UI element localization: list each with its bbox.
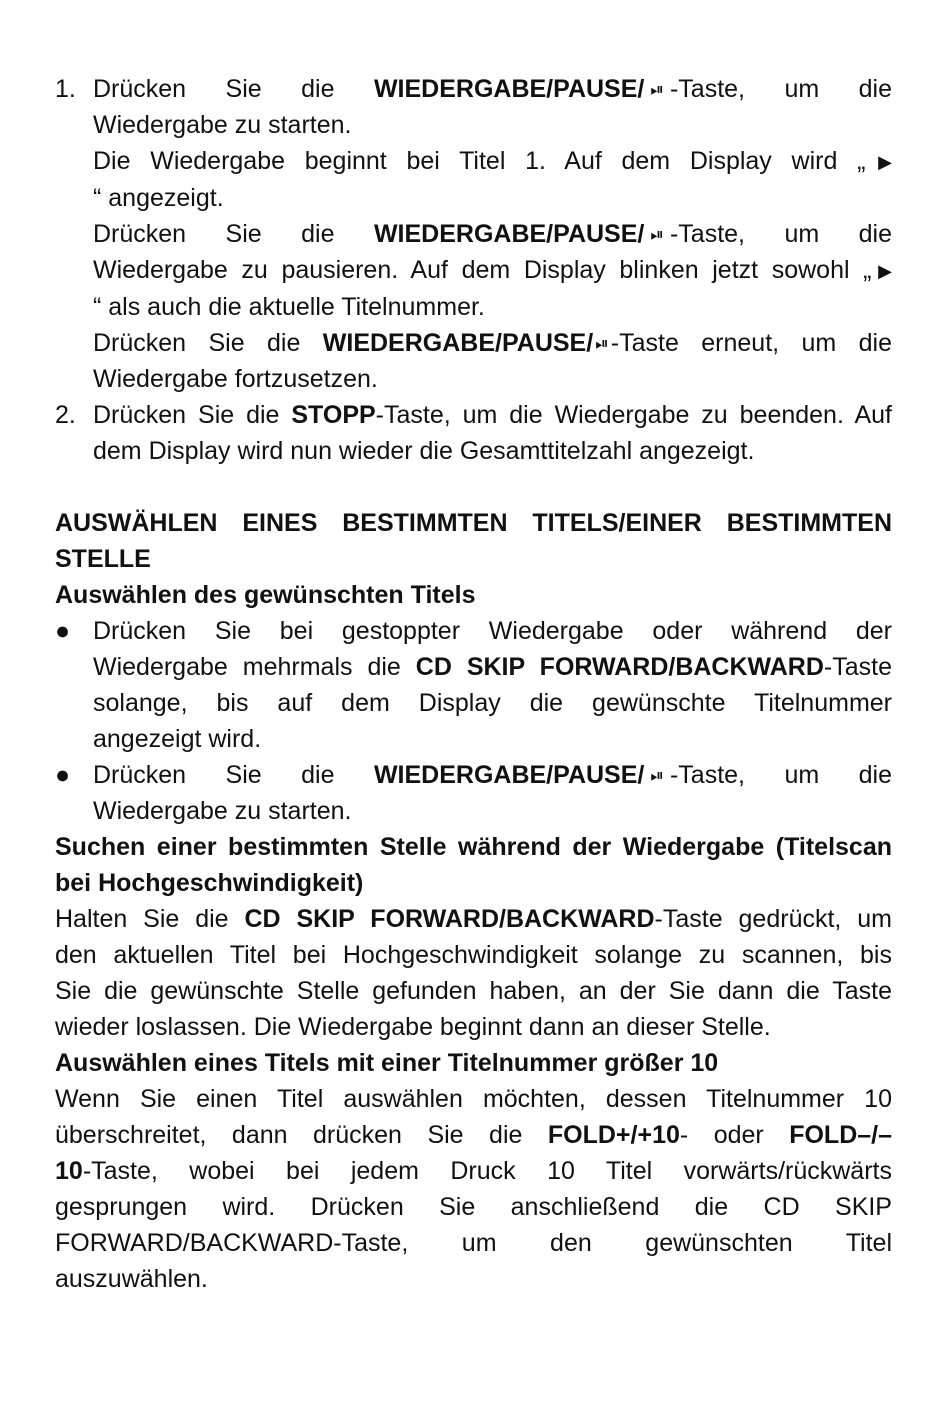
manual-page [55,71,892,1297]
text-line: Die Wiedergabe beginnt bei Titel 1. Auf dem Display wird „▶ [93,147,893,175]
text-line: wieder loslassen. Die Wiedergabe beginnt dann an dieser Stelle. [55,1013,771,1041]
play-triangle-icon: ▶ [871,261,892,281]
subheading-title-over-10: Auswählen eines Titels mit einer Titelnummer größer 10 [55,1049,719,1077]
subheading-search-position [55,829,892,901]
text-line: Drücken Sie die WIEDERGABE/PAUSE/ ⏯ -Taste, um die [93,75,892,103]
spacer [55,469,892,505]
subheading-line: bei Hochgeschwindigkeit) [55,869,364,897]
text-line: solange, bis auf dem Display die gewünschte Titelnummer [93,689,892,717]
text-line: Wenn Sie einen Titel auswählen möchten, dessen Titelnummer 10 [55,1085,892,1113]
text-line: Wiedergabe zu starten. [93,111,352,139]
subheading-line: Suchen einer bestimmten Stelle während der Wiedergabe (Titelscan [55,833,892,861]
text-line: “ angezeigt. [93,184,224,212]
text-line: den aktuellen Titel bei Hochgeschwindigkeit solange zu scannen, bis [55,941,892,969]
subheading-select-title: Auswählen des gewünschten Titels [55,581,476,609]
text-line: Wiedergabe zu pausieren. Auf dem Display blinken jetzt sowohl „▶ [93,256,892,284]
bullet-dot-icon: ● [55,761,71,789]
text-line: Drücken Sie die WIEDERGABE/PAUSE/ ⏯ -Taste, um die [93,220,892,248]
paragraph-search [55,901,892,1045]
text-line: 10-Taste, wobei bei jedem Druck 10 Titel vorwärts/rückwärts [55,1157,892,1185]
text-line: gesprungen wird. Drücken Sie anschließend die CD SKIP [55,1193,892,1221]
paragraph-over-10 [55,1081,892,1297]
play-triangle-icon: ▶ [865,152,893,172]
text-line: Wiedergabe fortzusetzen. [93,365,378,393]
text-line: auszuwählen. [55,1265,208,1293]
text-line: Wiedergabe mehrmals die CD SKIP FORWARD/BACKWARD-Taste [93,653,893,681]
step-number: 2. [55,401,76,429]
text-line: Wiedergabe zu starten. [93,797,352,825]
text-line: Drücken Sie die WIEDERGABE/PAUSE/ ⏯-Taste erneut, um die [93,329,892,357]
text-line: Drücken Sie die STOPP-Taste, um die Wiedergabe zu beenden. Auf [93,401,892,429]
step-2 [55,397,892,469]
play-pause-icon: ⏯ [650,225,664,244]
text-line: Sie die gewünschte Stelle gefunden haben, an der Sie dann die Taste [55,977,892,1005]
heading-line: STELLE [55,545,151,573]
text-line: Drücken Sie bei gestoppter Wiedergabe oder während der [93,617,892,645]
text-line: Halten Sie die CD SKIP FORWARD/BACKWARD-Taste gedrückt, um [55,905,892,933]
section-heading [55,505,892,577]
bullet-dot-icon: ● [55,617,71,645]
step-number: 1. [55,75,76,103]
text-line: angezeigt wird. [93,725,262,753]
step-1 [55,71,892,397]
text-line: dem Display wird nun wieder die Gesamttitelzahl angezeigt. [93,437,755,465]
text-line: “ als auch die aktuelle Titelnummer. [93,293,485,321]
play-pause-icon: ⏯ [595,334,609,353]
text-line: Drücken Sie die WIEDERGABE/PAUSE/ ⏯ -Taste, um die [93,761,892,789]
list-item [55,757,892,829]
heading-line: AUSWÄHLEN EINES BESTIMMTEN TITELS/EINER BESTIMMTEN [55,509,892,537]
play-pause-icon: ⏯ [650,766,664,785]
play-pause-icon: ⏯ [650,80,664,99]
text-line: FORWARD/BACKWARD-Taste, um den gewünschten Titel [55,1229,892,1257]
text-line: überschreitet, dann drücken Sie die FOLD+/+10- oder FOLD–/– [55,1121,892,1149]
list-item [55,613,892,757]
